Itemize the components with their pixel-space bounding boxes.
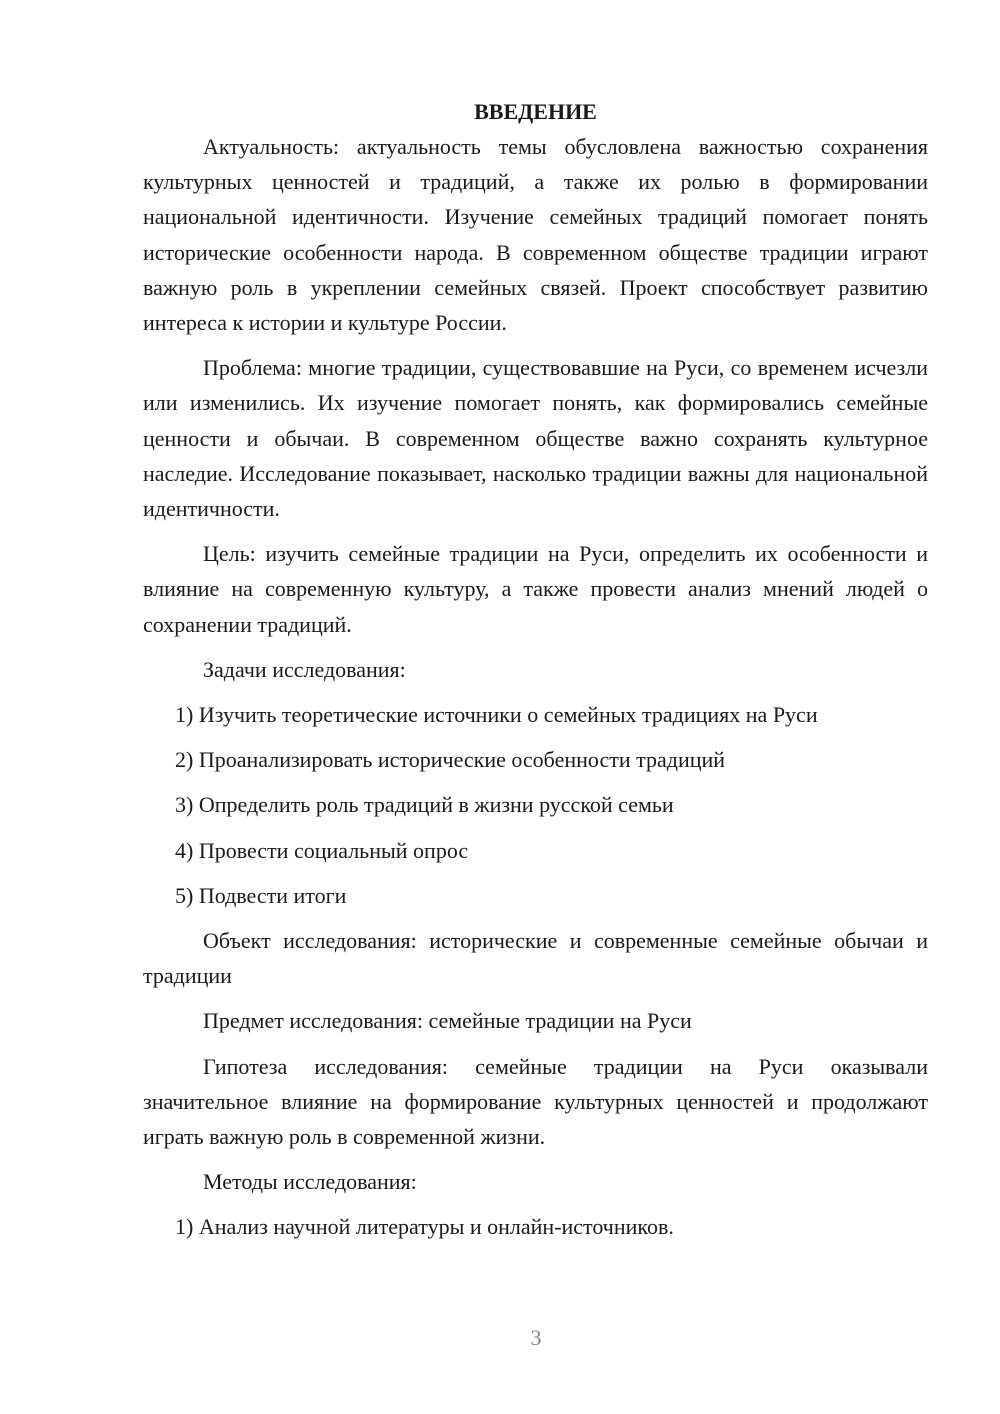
task-item-1: 1) Изучить теоретические источники о семейных традициях на Руси xyxy=(175,702,818,728)
methods-label: Методы исследования: xyxy=(203,1169,417,1195)
object-paragraph: Объект исследования: исторические и современные семейные обычаи и традиции xyxy=(143,928,928,989)
method-item-1: 1) Анализ научной литературы и онлайн-источников. xyxy=(175,1214,674,1240)
page-number: 3 xyxy=(530,1325,542,1350)
task-item-5: 5) Подвести итоги xyxy=(175,882,347,908)
tasks-label: Задачи исследования: xyxy=(203,656,406,682)
subject-paragraph: Предмет исследования: семейные традиции на Руси xyxy=(203,1008,692,1034)
problem-paragraph: Проблема: многие традиции, существовавшие на Руси, со временем исчезли или изменились. Их изучение помогает понять, как формировались семейные ценности и обычаи. В современном обществе важно сохранять культурное наследие. Исследование показывает, насколько традиции важны для национальной идентичности. xyxy=(143,355,928,522)
task-item-3: 3) Определить роль традиций в жизни русской семьи xyxy=(175,792,674,818)
document-body xyxy=(143,94,928,1255)
goal-paragraph: Цель: изучить семейные традиции на Руси, определить их особенности и влияние на современную культуру, а также провести анализ мнений людей о сохранении традиций. xyxy=(143,541,928,637)
task-item-4: 4) Провести социальный опрос xyxy=(175,837,469,863)
hypothesis-paragraph: Гипотеза исследования: семейные традиции на Руси оказывали значительное влияние на формирование культурных ценностей и продолжают играть важную роль в современной жизни. xyxy=(143,1053,928,1150)
task-item-2: 2) Проанализировать исторические особенности традиций xyxy=(175,747,726,773)
relevance-paragraph: Актуальность: актуальность темы обусловлена важностью сохранения культурных ценностей и традиций, а также их ролью в формировании национальной идентичности. Изучение семейных традиций помогает понять исторические особенности народа. В современном обществе традиции играют важную роль в укреплении семейных связей. Проект способствует развитию интереса к истории и культуре России. xyxy=(143,134,928,336)
page-title: ВВЕДЕНИЕ xyxy=(474,99,597,124)
